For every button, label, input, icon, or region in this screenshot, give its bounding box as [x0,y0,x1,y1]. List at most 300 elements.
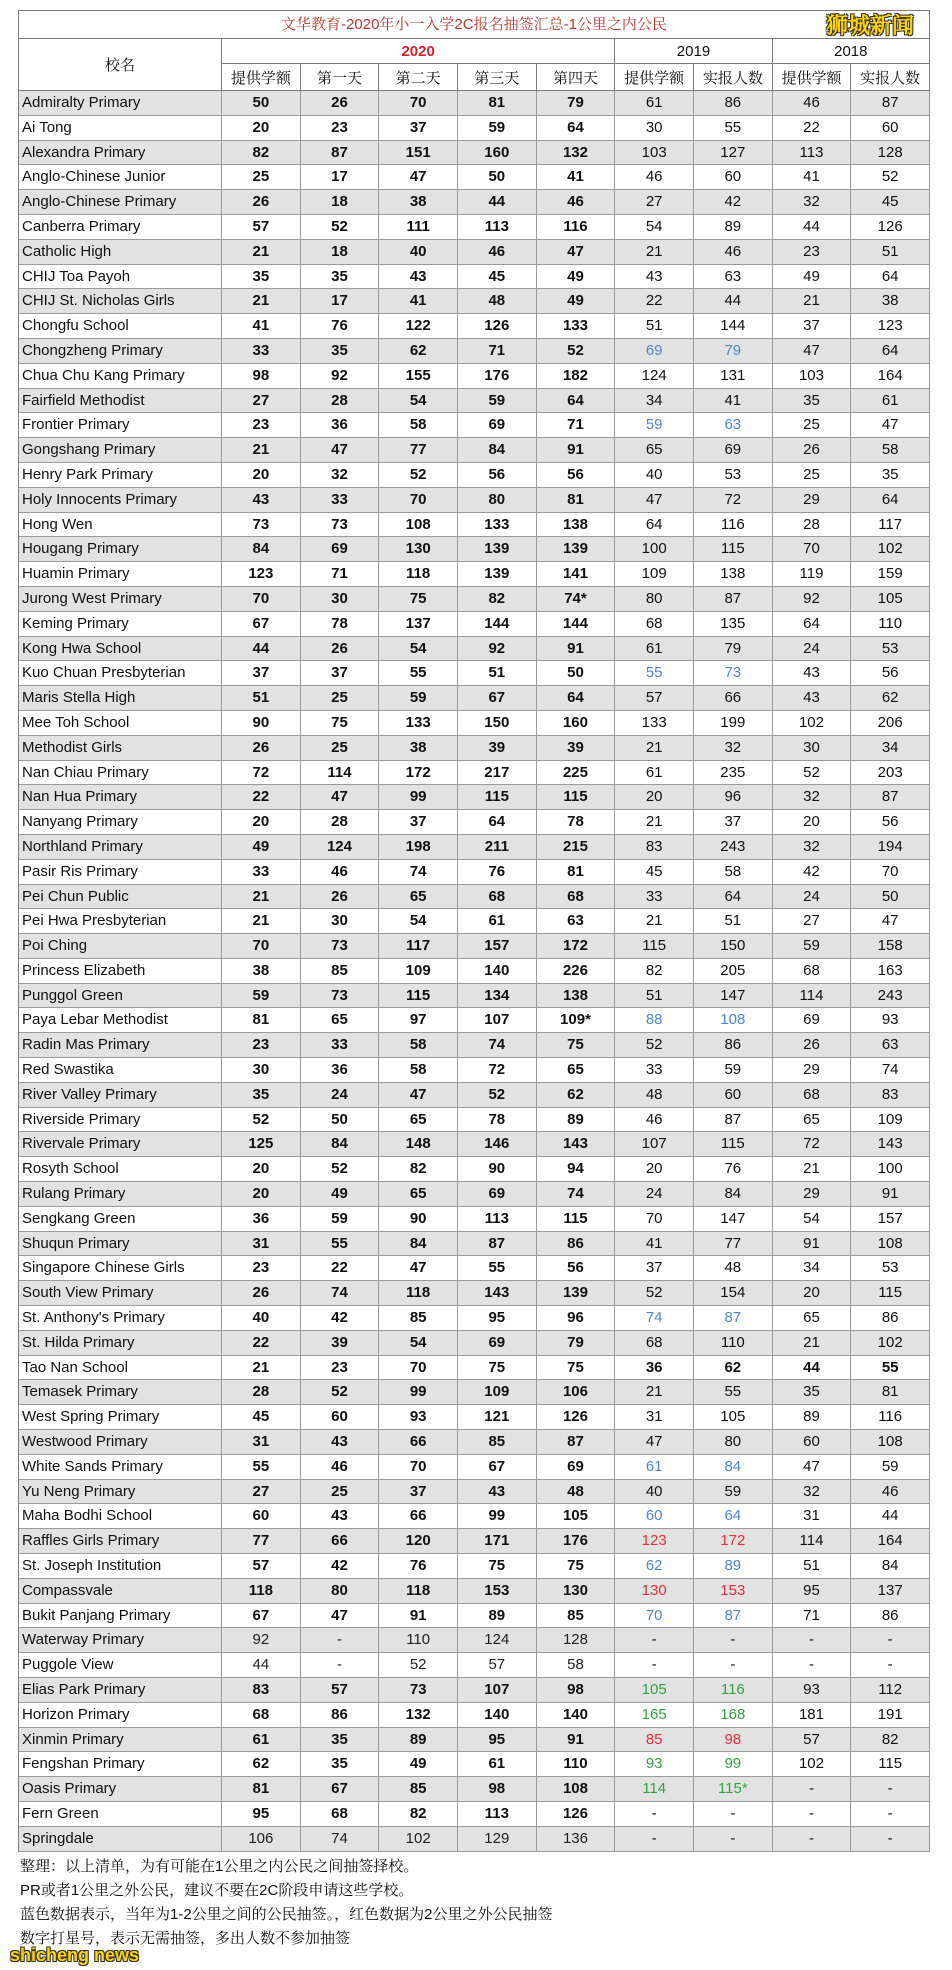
table-row [19,587,930,612]
day2-2020-cell: 40 [379,240,458,265]
table-row [19,761,930,786]
applicants-2018-cell: 137 [851,1579,930,1604]
quota-2019-cell: 52 [615,1033,694,1058]
quota-2020-cell: 26 [222,1281,301,1306]
applicants-2018-cell: 64 [851,265,930,290]
applicants-2019-cell: 69 [694,438,773,463]
quota-2019-cell: 31 [615,1405,694,1430]
table-row [19,810,930,835]
day4-2020-cell: 39 [537,736,616,761]
quota-2019-cell: 24 [615,1182,694,1207]
applicants-2019-cell: 77 [694,1232,773,1257]
day3-2020-cell: 67 [458,686,537,711]
day4-2020-cell: 75 [537,1554,616,1579]
day1-2020-cell: 78 [301,612,380,637]
quota-2018-cell: 89 [773,1405,852,1430]
applicants-2018-cell: 93 [851,1008,930,1033]
quota-2019-cell: 61 [615,1455,694,1480]
table-row [19,1480,930,1505]
subheader-quota-2018: 提供学额 [773,64,852,91]
applicants-2018-cell: 83 [851,1083,930,1108]
quota-2018-cell: 29 [773,488,852,513]
school-name-cell: Huamin Primary [19,562,222,587]
day3-2020-cell: 107 [458,1008,537,1033]
day2-2020-cell: 89 [379,1728,458,1753]
quota-2019-cell: 46 [615,1108,694,1133]
day1-2020-cell: 50 [301,1108,380,1133]
day2-2020-cell: 115 [379,984,458,1009]
quota-2018-cell: 21 [773,289,852,314]
quota-2018-cell: 25 [773,463,852,488]
quota-2018-cell: - [773,1628,852,1653]
quota-2020-cell: 30 [222,1058,301,1083]
day1-2020-cell: 73 [301,984,380,1009]
day1-2020-cell: 30 [301,909,380,934]
day2-2020-cell: 91 [379,1604,458,1629]
applicants-2019-cell: 46 [694,240,773,265]
table-row [19,265,930,290]
quota-2019-cell: 105 [615,1678,694,1703]
day1-2020-cell: 35 [301,265,380,290]
day2-2020-cell: 133 [379,711,458,736]
applicants-2018-cell: 108 [851,1232,930,1257]
applicants-2019-cell: 87 [694,1604,773,1629]
quota-2020-cell: 70 [222,587,301,612]
table-row [19,1579,930,1604]
day4-2020-cell: 62 [537,1083,616,1108]
table-row [19,488,930,513]
day3-2020-cell: 95 [458,1728,537,1753]
applicants-2019-cell: 168 [694,1703,773,1728]
quota-2018-cell: 21 [773,1157,852,1182]
day2-2020-cell: 132 [379,1703,458,1728]
day3-2020-cell: 113 [458,215,537,240]
quota-2018-cell: - [773,1653,852,1678]
quota-2018-cell: 102 [773,711,852,736]
applicants-2018-cell: 100 [851,1157,930,1182]
day2-2020-cell: 52 [379,463,458,488]
day4-2020-cell: 91 [537,1728,616,1753]
table-row [19,1182,930,1207]
day2-2020-cell: 47 [379,1083,458,1108]
quota-2018-cell: 34 [773,1256,852,1281]
day4-2020-cell: 136 [537,1827,616,1852]
day4-2020-cell: 108 [537,1777,616,1802]
quota-2018-cell: 54 [773,1207,852,1232]
applicants-2019-cell: 110 [694,1331,773,1356]
applicants-2018-cell: 34 [851,736,930,761]
day4-2020-cell: 56 [537,1256,616,1281]
quota-2018-cell: 21 [773,1331,852,1356]
day3-2020-cell: 80 [458,488,537,513]
day3-2020-cell: 113 [458,1207,537,1232]
day4-2020-cell: 215 [537,835,616,860]
day2-2020-cell: 118 [379,1281,458,1306]
day3-2020-cell: 176 [458,364,537,389]
applicants-2019-cell: 48 [694,1256,773,1281]
quota-2020-cell: 49 [222,835,301,860]
quota-2020-cell: 25 [222,165,301,190]
quota-2018-cell: 113 [773,141,852,166]
quota-2018-cell: 93 [773,1678,852,1703]
day1-2020-cell: 49 [301,1182,380,1207]
quota-2020-cell: 20 [222,463,301,488]
table-row [19,1628,930,1653]
table-row [19,339,930,364]
day3-2020-cell: 143 [458,1281,537,1306]
applicants-2018-cell: 55 [851,1356,930,1381]
quota-2019-cell: 40 [615,1480,694,1505]
school-name-cell: Radin Mas Primary [19,1033,222,1058]
applicants-2019-cell: 66 [694,686,773,711]
day2-2020-cell: 102 [379,1827,458,1852]
day4-2020-cell: 68 [537,885,616,910]
day1-2020-cell: 25 [301,1480,380,1505]
quota-2019-cell: 27 [615,190,694,215]
day3-2020-cell: 134 [458,984,537,1009]
day4-2020-cell: 89 [537,1108,616,1133]
day3-2020-cell: 157 [458,934,537,959]
day2-2020-cell: 99 [379,1380,458,1405]
day2-2020-cell: 110 [379,1628,458,1653]
school-name-cell: Westwood Primary [19,1430,222,1455]
table-row [19,165,930,190]
day1-2020-cell: 35 [301,1752,380,1777]
quota-2018-cell: 43 [773,686,852,711]
table-row [19,1008,930,1033]
table-row [19,1331,930,1356]
quota-2019-cell: 88 [615,1008,694,1033]
quota-2018-cell: 20 [773,1281,852,1306]
subheader-quota-2019: 提供学额 [615,64,694,91]
day1-2020-cell: 36 [301,1058,380,1083]
quota-2018-cell: 26 [773,1033,852,1058]
applicants-2018-cell: 47 [851,413,930,438]
table-row [19,1108,930,1133]
table-row [19,364,930,389]
quota-2018-cell: 103 [773,364,852,389]
quota-2018-cell: 52 [773,761,852,786]
day2-2020-cell: 93 [379,1405,458,1430]
day4-2020-cell: 41 [537,165,616,190]
school-name-cell: Fern Green [19,1802,222,1827]
quota-2019-cell: 82 [615,959,694,984]
quota-2018-cell: 32 [773,835,852,860]
day4-2020-cell: 116 [537,215,616,240]
school-name-cell: Rivervale Primary [19,1132,222,1157]
quota-2020-cell: 31 [222,1430,301,1455]
table-row [19,1455,930,1480]
applicants-2018-cell: 115 [851,1281,930,1306]
day3-2020-cell: 85 [458,1430,537,1455]
quota-2018-cell: 22 [773,116,852,141]
quota-2018-cell: 32 [773,190,852,215]
applicants-2019-cell: 116 [694,1678,773,1703]
applicants-2019-cell: 55 [694,116,773,141]
day4-2020-cell: 110 [537,1752,616,1777]
table-row [19,934,930,959]
applicants-2018-cell: 53 [851,1256,930,1281]
quota-2018-cell: - [773,1777,852,1802]
quota-2019-cell: 59 [615,413,694,438]
day1-2020-cell: 28 [301,389,380,414]
applicants-2018-cell: 105 [851,587,930,612]
day3-2020-cell: 150 [458,711,537,736]
day3-2020-cell: 113 [458,1802,537,1827]
day2-2020-cell: 108 [379,513,458,538]
quota-2020-cell: 41 [222,314,301,339]
applicants-2018-cell: 163 [851,959,930,984]
day1-2020-cell: 52 [301,1157,380,1182]
day2-2020-cell: 97 [379,1008,458,1033]
day2-2020-cell: 70 [379,91,458,116]
school-name-cell: Red Swastika [19,1058,222,1083]
day2-2020-cell: 73 [379,1678,458,1703]
day2-2020-cell: 65 [379,1182,458,1207]
table-row [19,785,930,810]
quota-2020-cell: 21 [222,289,301,314]
quota-2018-cell: 29 [773,1058,852,1083]
table-row [19,1703,930,1728]
day4-2020-cell: 115 [537,785,616,810]
school-name-cell: Anglo-Chinese Junior [19,165,222,190]
day3-2020-cell: 139 [458,537,537,562]
day3-2020-cell: 43 [458,1480,537,1505]
quota-2018-cell: 181 [773,1703,852,1728]
day4-2020-cell: 46 [537,190,616,215]
quota-2018-cell: 44 [773,1356,852,1381]
quota-2019-cell: 124 [615,364,694,389]
quota-2020-cell: 21 [222,438,301,463]
school-name-cell: Bukit Panjang Primary [19,1604,222,1629]
day3-2020-cell: 109 [458,1380,537,1405]
quota-2019-cell: 57 [615,686,694,711]
day3-2020-cell: 59 [458,389,537,414]
quota-2018-cell: 72 [773,1132,852,1157]
day1-2020-cell: 17 [301,165,380,190]
day3-2020-cell: 46 [458,240,537,265]
school-name-cell: Punggol Green [19,984,222,1009]
day1-2020-cell: 59 [301,1207,380,1232]
table-row [19,289,930,314]
table-row [19,1058,930,1083]
applicants-2019-cell: 144 [694,314,773,339]
quota-2020-cell: 38 [222,959,301,984]
applicants-2019-cell: 86 [694,1033,773,1058]
day4-2020-cell: 139 [537,1281,616,1306]
quota-2018-cell: 42 [773,860,852,885]
table-row [19,885,930,910]
school-name-cell: Maris Stella High [19,686,222,711]
table-row [19,736,930,761]
applicants-2019-cell: 131 [694,364,773,389]
quota-2020-cell: 106 [222,1827,301,1852]
quota-2019-cell: 69 [615,339,694,364]
quota-2019-cell: 21 [615,736,694,761]
day1-2020-cell: 24 [301,1083,380,1108]
applicants-2019-cell: 60 [694,1083,773,1108]
quota-2018-cell: 51 [773,1554,852,1579]
day1-2020-cell: 80 [301,1579,380,1604]
table-row [19,1728,930,1753]
applicants-2019-cell: 58 [694,860,773,885]
day3-2020-cell: 57 [458,1653,537,1678]
day2-2020-cell: 70 [379,1455,458,1480]
school-name-cell: Kuo Chuan Presbyterian [19,661,222,686]
school-name-cell: CHIJ Toa Payoh [19,265,222,290]
applicants-2019-cell: 116 [694,513,773,538]
day2-2020-cell: 130 [379,537,458,562]
quota-2018-cell: 24 [773,885,852,910]
applicants-2019-cell: 60 [694,165,773,190]
day4-2020-cell: 109* [537,1008,616,1033]
day2-2020-cell: 120 [379,1529,458,1554]
day1-2020-cell: 46 [301,860,380,885]
applicants-2018-cell: 59 [851,1455,930,1480]
applicants-2018-cell: 159 [851,562,930,587]
quota-2019-cell: 30 [615,116,694,141]
applicants-2018-cell: 128 [851,141,930,166]
day3-2020-cell: 99 [458,1504,537,1529]
school-name-cell: Hougang Primary [19,537,222,562]
day1-2020-cell: 75 [301,711,380,736]
quota-2020-cell: 20 [222,1157,301,1182]
day2-2020-cell: 47 [379,165,458,190]
applicants-2018-cell: 70 [851,860,930,885]
day4-2020-cell: 75 [537,1356,616,1381]
applicants-2018-cell: 45 [851,190,930,215]
day2-2020-cell: 90 [379,1207,458,1232]
day4-2020-cell: 128 [537,1628,616,1653]
quota-2020-cell: 81 [222,1008,301,1033]
school-name-cell: Rulang Primary [19,1182,222,1207]
applicants-2019-cell: 199 [694,711,773,736]
quota-2020-cell: 21 [222,909,301,934]
day4-2020-cell: 140 [537,1703,616,1728]
day2-2020-cell: 58 [379,413,458,438]
applicants-2018-cell: 47 [851,909,930,934]
day4-2020-cell: 139 [537,537,616,562]
applicants-2019-cell: 59 [694,1480,773,1505]
day3-2020-cell: 75 [458,1554,537,1579]
applicants-2019-cell: 115 [694,537,773,562]
school-name-cell: Sengkang Green [19,1207,222,1232]
day2-2020-cell: 52 [379,1653,458,1678]
quota-2019-cell: 70 [615,1207,694,1232]
watermark-bottom: shicheng news [10,1945,140,1965]
applicants-2018-cell: 53 [851,637,930,662]
day1-2020-cell: 66 [301,1529,380,1554]
quota-2020-cell: 67 [222,1604,301,1629]
day4-2020-cell: 56 [537,463,616,488]
quota-2020-cell: 33 [222,860,301,885]
applicants-2019-cell: - [694,1802,773,1827]
school-name-cell: Springdale [19,1827,222,1852]
day1-2020-cell: 23 [301,116,380,141]
enrollment-table [18,10,930,1852]
day2-2020-cell: 74 [379,860,458,885]
quota-2019-cell: 165 [615,1703,694,1728]
day1-2020-cell: 87 [301,141,380,166]
table-header [19,39,930,91]
day1-2020-cell: 18 [301,240,380,265]
applicants-2019-cell: 41 [694,389,773,414]
quota-2020-cell: 68 [222,1703,301,1728]
day2-2020-cell: 66 [379,1430,458,1455]
day1-2020-cell: 26 [301,637,380,662]
quota-2018-cell: 64 [773,612,852,637]
quota-2019-cell: 115 [615,934,694,959]
applicants-2018-cell: 64 [851,488,930,513]
day3-2020-cell: 92 [458,637,537,662]
applicants-2018-cell: 91 [851,1182,930,1207]
subheader-day1-2020: 第一天 [301,64,380,91]
quota-2019-cell: 74 [615,1306,694,1331]
table-row [19,1554,930,1579]
table-row [19,1281,930,1306]
school-name-cell: Methodist Girls [19,736,222,761]
school-name-cell: Raffles Girls Primary [19,1529,222,1554]
school-name-cell: Jurong West Primary [19,587,222,612]
quota-2020-cell: 82 [222,141,301,166]
day4-2020-cell: 63 [537,909,616,934]
day4-2020-cell: 91 [537,637,616,662]
quota-2019-cell: 21 [615,240,694,265]
quota-2020-cell: 92 [222,1628,301,1653]
quota-2018-cell: 92 [773,587,852,612]
quota-2018-cell: 119 [773,562,852,587]
day1-2020-cell: 23 [301,1356,380,1381]
quota-2019-cell: 21 [615,909,694,934]
table-row [19,686,930,711]
applicants-2019-cell: 51 [694,909,773,934]
day3-2020-cell: 139 [458,562,537,587]
applicants-2018-cell: 60 [851,116,930,141]
day2-2020-cell: 70 [379,488,458,513]
quota-2020-cell: 26 [222,190,301,215]
applicants-2018-cell: 203 [851,761,930,786]
quota-2018-cell: 37 [773,314,852,339]
school-name-cell: Maha Bodhi School [19,1504,222,1529]
quota-2020-cell: 45 [222,1405,301,1430]
day3-2020-cell: 124 [458,1628,537,1653]
quota-2019-cell: 60 [615,1504,694,1529]
day1-2020-cell: 57 [301,1678,380,1703]
table-row [19,91,930,116]
table-row [19,1157,930,1182]
applicants-2018-cell: 194 [851,835,930,860]
day1-2020-cell: 74 [301,1827,380,1852]
day4-2020-cell: 143 [537,1132,616,1157]
day2-2020-cell: 37 [379,1480,458,1505]
applicants-2019-cell: 64 [694,885,773,910]
applicants-2018-cell: - [851,1628,930,1653]
day4-2020-cell: 86 [537,1232,616,1257]
applicants-2019-cell: 235 [694,761,773,786]
quota-2018-cell: 57 [773,1728,852,1753]
day4-2020-cell: 138 [537,984,616,1009]
quota-2018-cell: 27 [773,909,852,934]
day4-2020-cell: 94 [537,1157,616,1182]
day3-2020-cell: 68 [458,885,537,910]
table-row [19,1777,930,1802]
quota-2019-cell: 133 [615,711,694,736]
day3-2020-cell: 50 [458,165,537,190]
day3-2020-cell: 121 [458,1405,537,1430]
day4-2020-cell: 182 [537,364,616,389]
school-column-header: 校名 [19,39,222,91]
subheader-day3-2020: 第三天 [458,64,537,91]
